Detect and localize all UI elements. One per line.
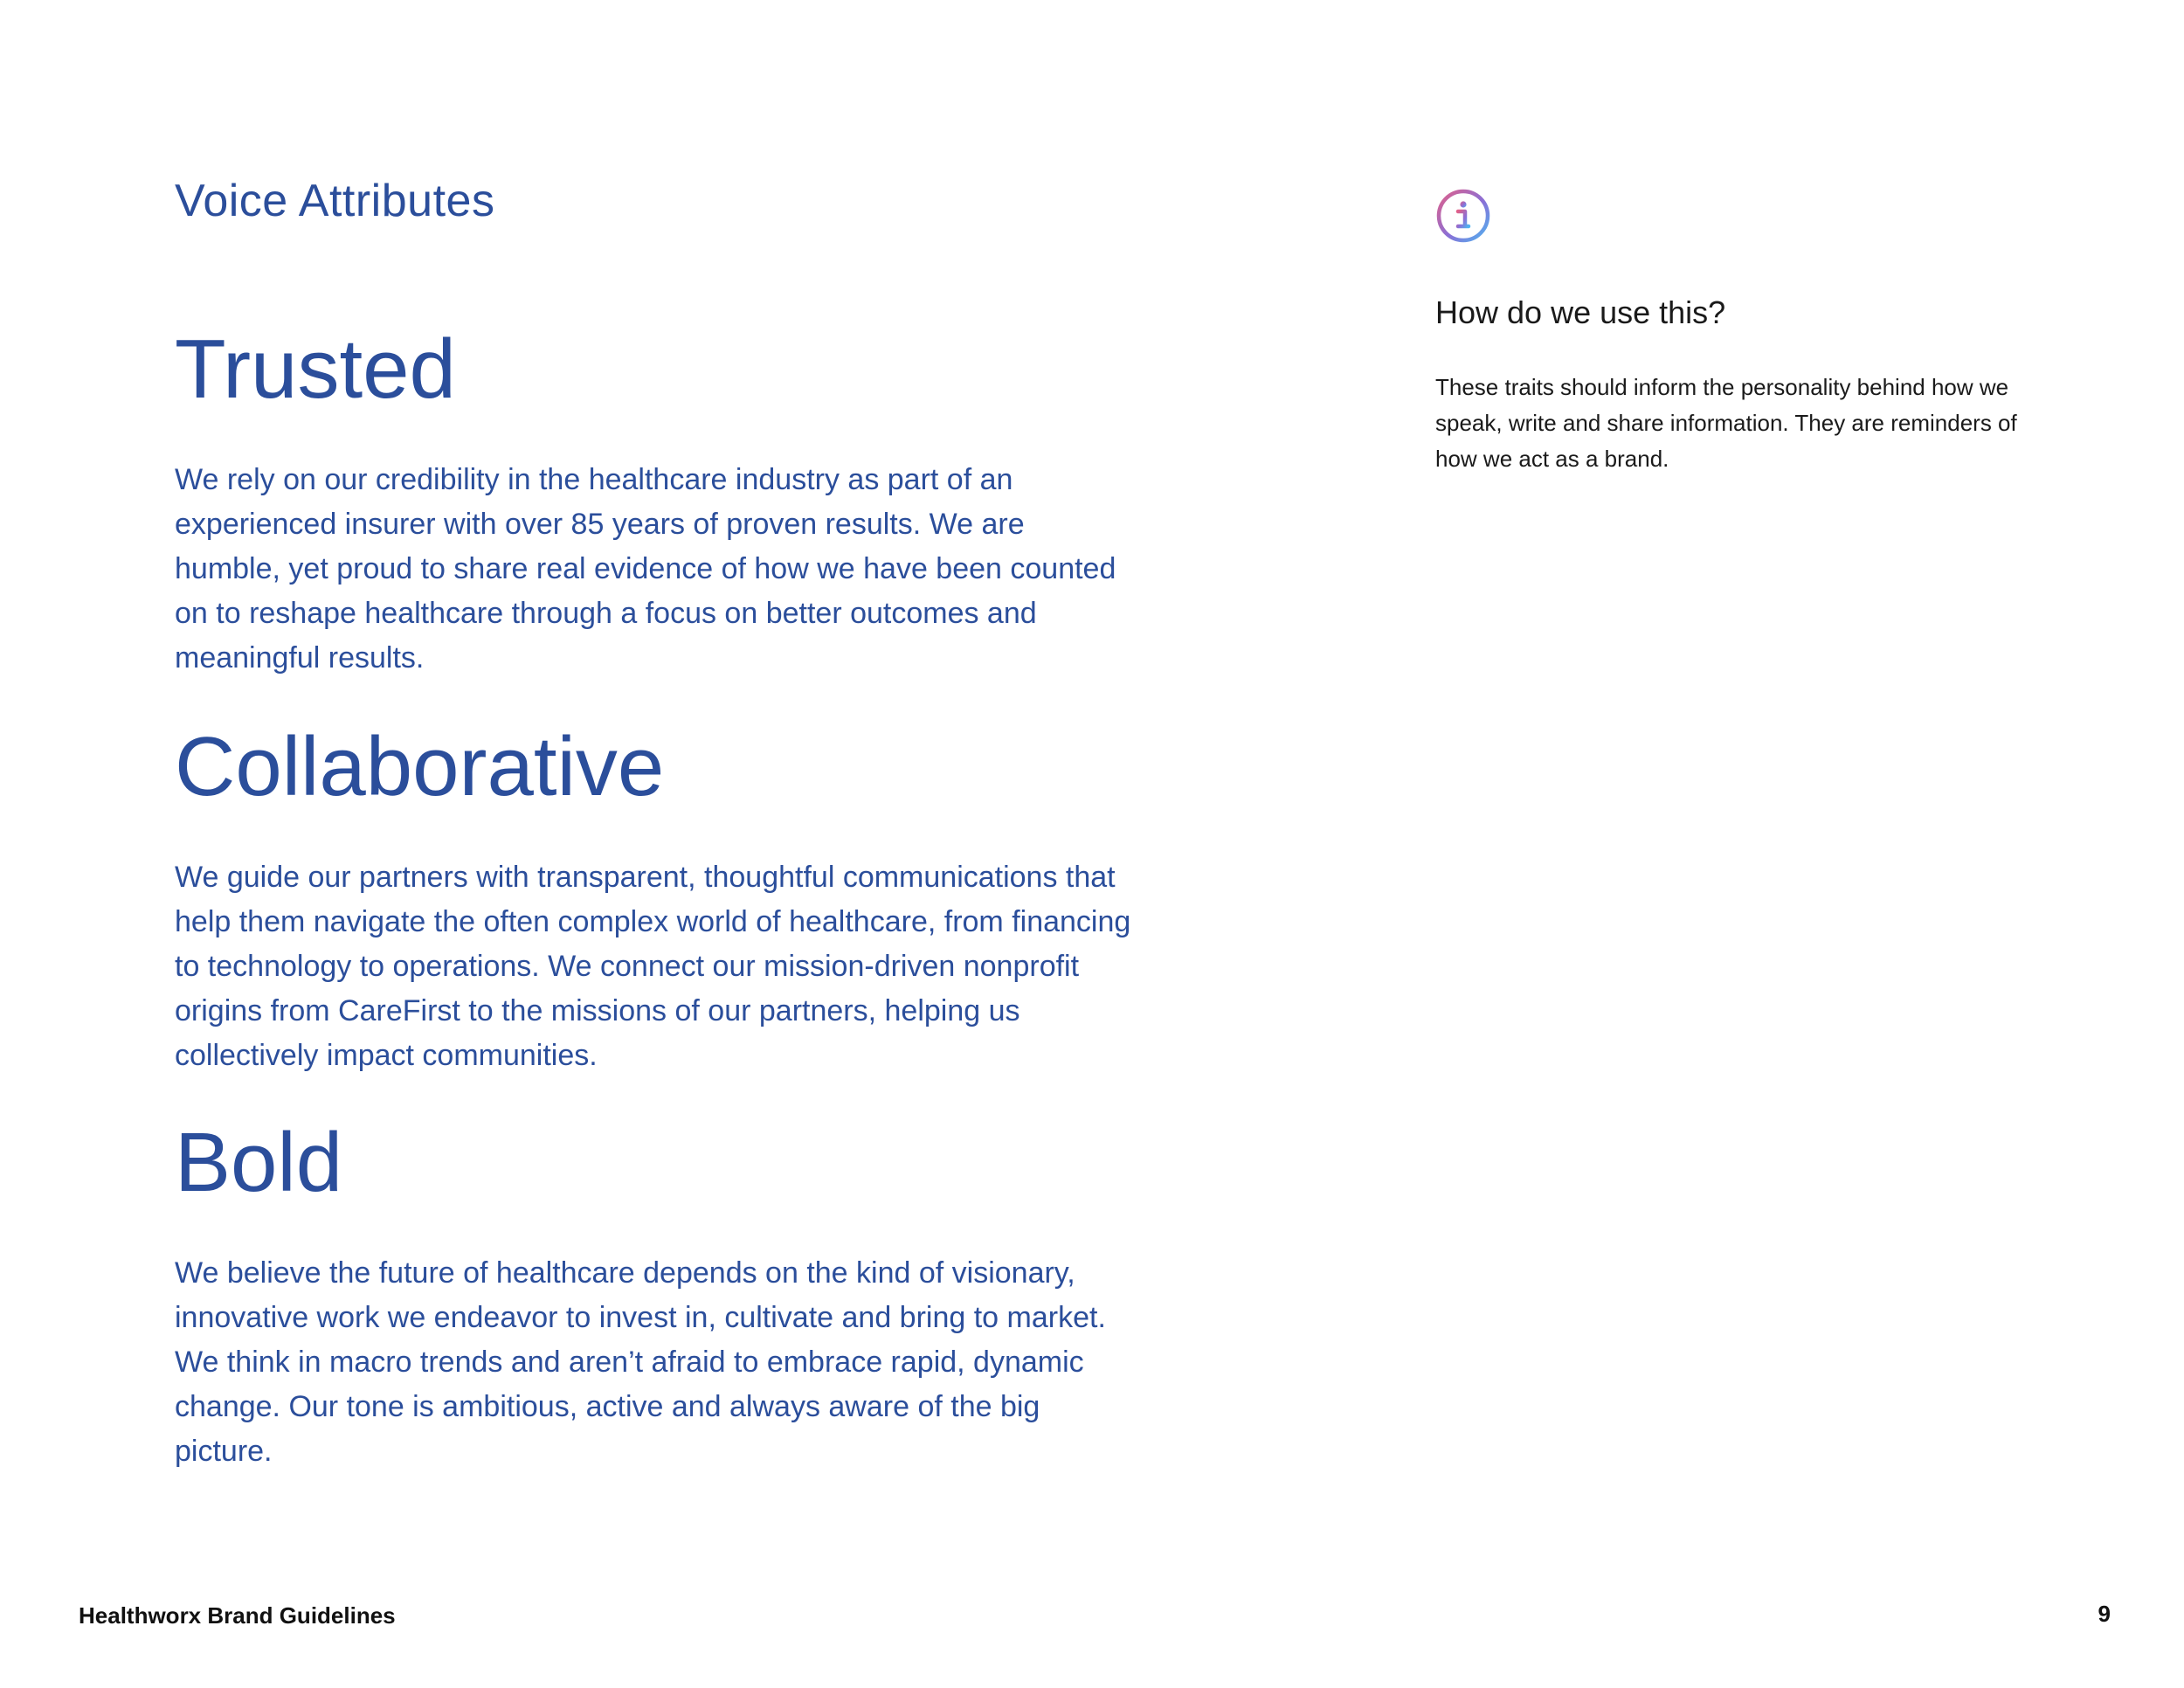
attribute-description: We rely on our credibility in the healthcare industry as part of an experienced insurer with over 85 years of proven results. We are humble, yet proud to share real evidence of how we have been counted on to reshape healthcare through a focus on better outcomes and meaningful results. <box>175 462 1116 675</box>
info-icon <box>1435 188 1491 244</box>
attribute-title: Bold <box>175 1116 343 1209</box>
info-question: How do we use this? <box>1435 294 1726 330</box>
attribute-bold <box>175 1117 1153 1474</box>
attribute-trusted <box>175 323 1153 681</box>
info-description: These traits should inform the personality behind how we speak, write and share information. They are reminders of how we act as a brand. <box>1435 374 2017 472</box>
attribute-description: We guide our partners with transparent, thoughtful communications that help them navigate the often complex world of healthcare, from financing to technology to operations. We connect our mission-driven nonprofit origins from CareFirst to the missions of our partners, helping us collectively impact communities. <box>175 860 1131 1072</box>
attribute-title: Collaborative <box>175 720 665 813</box>
attribute-title: Trusted <box>175 322 456 416</box>
page-title: Voice Attributes <box>175 176 495 226</box>
footer-document-title: Healthworx Brand Guidelines <box>79 1602 396 1629</box>
attribute-collaborative <box>175 721 1153 1078</box>
page-number: 9 <box>2098 1601 2111 1627</box>
attribute-description: We believe the future of healthcare depends on the kind of visionary, innovative work we endeavor to invest in, cultivate and bring to market. We think in macro trends and aren’t afraid to embrace rapid, dynamic change. Our tone is ambitious, active and always aware of the big picture. <box>175 1256 1106 1468</box>
info-panel <box>1435 188 2047 477</box>
